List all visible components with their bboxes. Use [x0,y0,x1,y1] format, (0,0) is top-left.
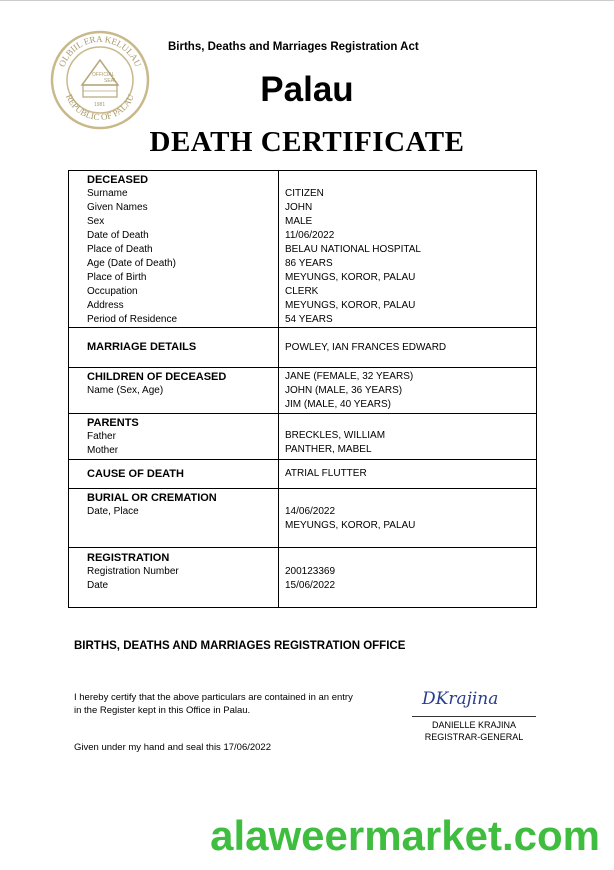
top-border [0,0,614,1]
burial-heading: BURIAL OR CREMATION [87,492,217,504]
certificate-table [68,170,537,608]
registration-date: 15/06/2022 [285,580,336,591]
registration-section [69,548,537,608]
svg-text:OFFICIAL: OFFICIAL [92,72,115,78]
certify-line-1: I hereby certify that the above particulars are contained in an entry [74,692,353,703]
svg-text:DKrajina: DKrajina [422,689,499,709]
mother-label: Mother [87,445,119,456]
mother-value: PANTHER, MABEL [285,444,372,455]
children-heading: CHILDREN OF DECEASED [87,371,227,383]
value-surname: CITIZEN [285,188,324,199]
registration-heading: REGISTRATION [87,552,170,564]
value-period-of-residence: 54 YEARS [285,314,333,325]
burial-place: MEYUNGS, KOROR, PALAU [285,520,416,531]
svg-text:REPUBLIC OF PALAU: REPUBLIC OF PALAU [64,92,136,123]
label-period-of-residence: Period of Residence [87,314,178,325]
registration-date-label: Date [87,580,109,591]
father-value: BRECKLES, WILLIAM [285,430,386,441]
certification-statement [74,691,414,717]
value-age: 86 YEARS [285,258,333,269]
svg-text:SEAL: SEAL [104,78,117,84]
value-date-of-death: 11/06/2022 [285,230,335,241]
registrar-signature [418,686,536,710]
value-address: MEYUNGS, KOROR, PALAU [285,300,416,311]
certify-line-2: in the Register kept in this Office in Palau. [74,705,251,716]
document-title: DEATH CERTIFICATE [149,126,465,158]
svg-text:1981: 1981 [94,102,106,108]
child-3: JIM (MALE, 40 YEARS) [285,399,391,410]
label-address: Address [87,300,124,311]
child-1: JANE (FEMALE, 32 YEARS) [285,371,414,382]
act-title: Births, Deaths and Marriages Registration Act [168,41,419,53]
deceased-heading: DECEASED [87,174,149,186]
marriage-section [69,328,537,368]
burial-date: 14/06/2022 [285,506,336,517]
child-2: JOHN (MALE, 36 YEARS) [285,385,403,396]
country-name: Palau [260,70,354,109]
registrar-title: REGISTRAR-GENERAL [424,732,524,742]
label-age: Age (Date of Death) [87,258,176,269]
registration-number-label: Registration Number [87,566,179,577]
registrar-block [412,719,536,743]
value-place-of-birth: MEYUNGS, KOROR, PALAU [285,272,416,283]
label-date-of-death: Date of Death [87,230,149,241]
label-occupation: Occupation [87,286,138,297]
label-place-of-death: Place of Death [87,244,153,255]
office-title: BIRTHS, DEATHS AND MARRIAGES REGISTRATION OFFICE [74,640,406,652]
signature-line [412,716,536,717]
children-label: Name (Sex, Age) [87,385,164,396]
label-place-of-birth: Place of Birth [87,272,147,283]
children-section [69,368,537,414]
father-label: Father [87,431,116,442]
cause-section [69,460,537,489]
marriage-heading: MARRIAGE DETAILS [87,341,197,353]
value-given-names: JOHN [285,202,313,213]
deceased-section [69,171,537,328]
value-sex: MALE [285,216,313,227]
watermark: alaweermarket.com [210,812,600,859]
cause-value: ATRIAL FLUTTER [285,468,367,479]
burial-section [69,489,537,548]
marriage-value: POWLEY, IAN FRANCES EDWARD [285,341,447,353]
label-sex: Sex [87,216,105,227]
parents-section [69,414,537,460]
value-occupation: CLERK [285,286,319,297]
svg-text:OLBIIL ERA KELULAU: OLBIIL ERA KELULAU [56,33,144,69]
parents-heading: PARENTS [87,417,139,429]
burial-label: Date, Place [87,506,139,517]
given-under-seal: Given under my hand and seal this 17/06/2022 [74,742,271,753]
label-surname: Surname [87,188,128,199]
value-place-of-death: BELAU NATIONAL HOSPITAL [285,244,421,255]
cause-heading: CAUSE OF DEATH [87,467,184,480]
label-given-names: Given Names [87,202,148,213]
registrar-name: DANIELLE KRAJINA [431,720,517,730]
registration-number: 200123369 [285,566,336,577]
